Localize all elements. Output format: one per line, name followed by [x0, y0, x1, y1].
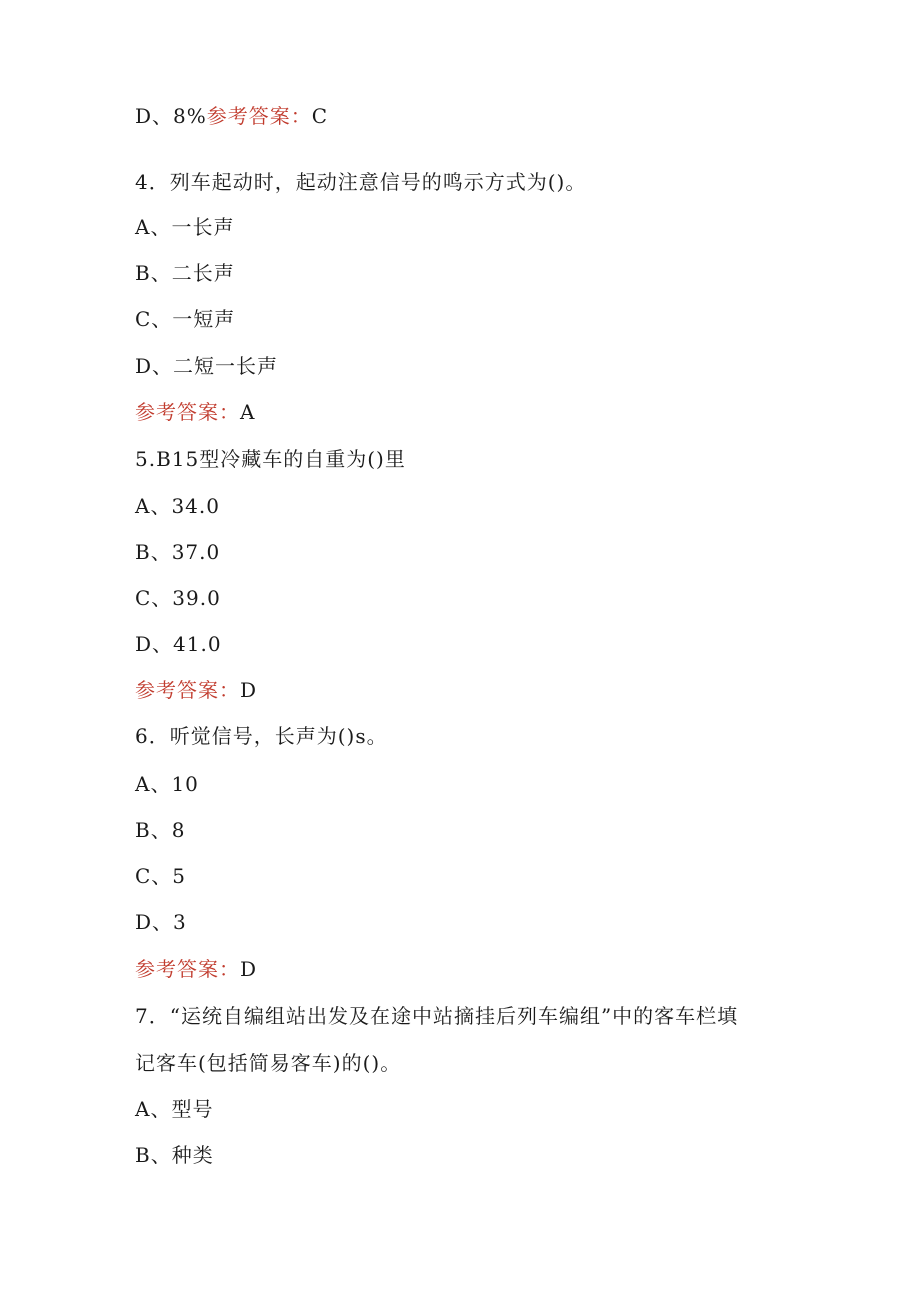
- answer-line: [135, 955, 257, 983]
- answer-label: 参考答案：: [135, 400, 240, 424]
- option-line: A、34.0: [135, 494, 220, 518]
- option-line: D、二短一长声: [135, 354, 279, 378]
- question-line: 6．听觉信号，长声为()s。: [135, 724, 388, 748]
- answer-label: 参考答案：: [135, 957, 240, 981]
- answer-key: D: [240, 957, 258, 981]
- option-line: B、种类: [135, 1143, 214, 1167]
- answer-key: A: [240, 400, 256, 424]
- answer-label: 参考答案：: [206, 104, 312, 128]
- question-line: 4．列车起动时，起动注意信号的鸣示方式为()。: [135, 170, 587, 194]
- option-line: B、8: [135, 818, 186, 842]
- answer-key: C: [311, 104, 329, 128]
- answer-line: [135, 398, 255, 426]
- answer-key: D: [240, 678, 258, 702]
- option-line: A、一长声: [135, 215, 235, 239]
- question-line-continued: 记客车(包括简易客车)的()。: [135, 1051, 402, 1075]
- option-line: C、39.0: [135, 586, 221, 610]
- question-line: 7．“运统自编组站出发及在途中站摘挂后列车编组”中的客车栏填: [135, 1004, 739, 1028]
- option-line: A、10: [135, 772, 199, 796]
- option-line: B、37.0: [135, 540, 221, 564]
- question-line: 5.B15型冷藏车的自重为()里: [135, 447, 406, 471]
- option-line: D、41.0: [135, 632, 222, 656]
- answer-line: [135, 676, 257, 704]
- option-text: D、8%: [135, 104, 207, 128]
- option-line: B、二长声: [135, 261, 235, 285]
- option-line: C、5: [135, 864, 187, 888]
- option-line: A、型号: [135, 1097, 214, 1121]
- option-line: D、3: [135, 910, 187, 934]
- option-line: C、一短声: [135, 307, 236, 331]
- answer-label: 参考答案：: [135, 678, 240, 702]
- option-line: [135, 102, 328, 130]
